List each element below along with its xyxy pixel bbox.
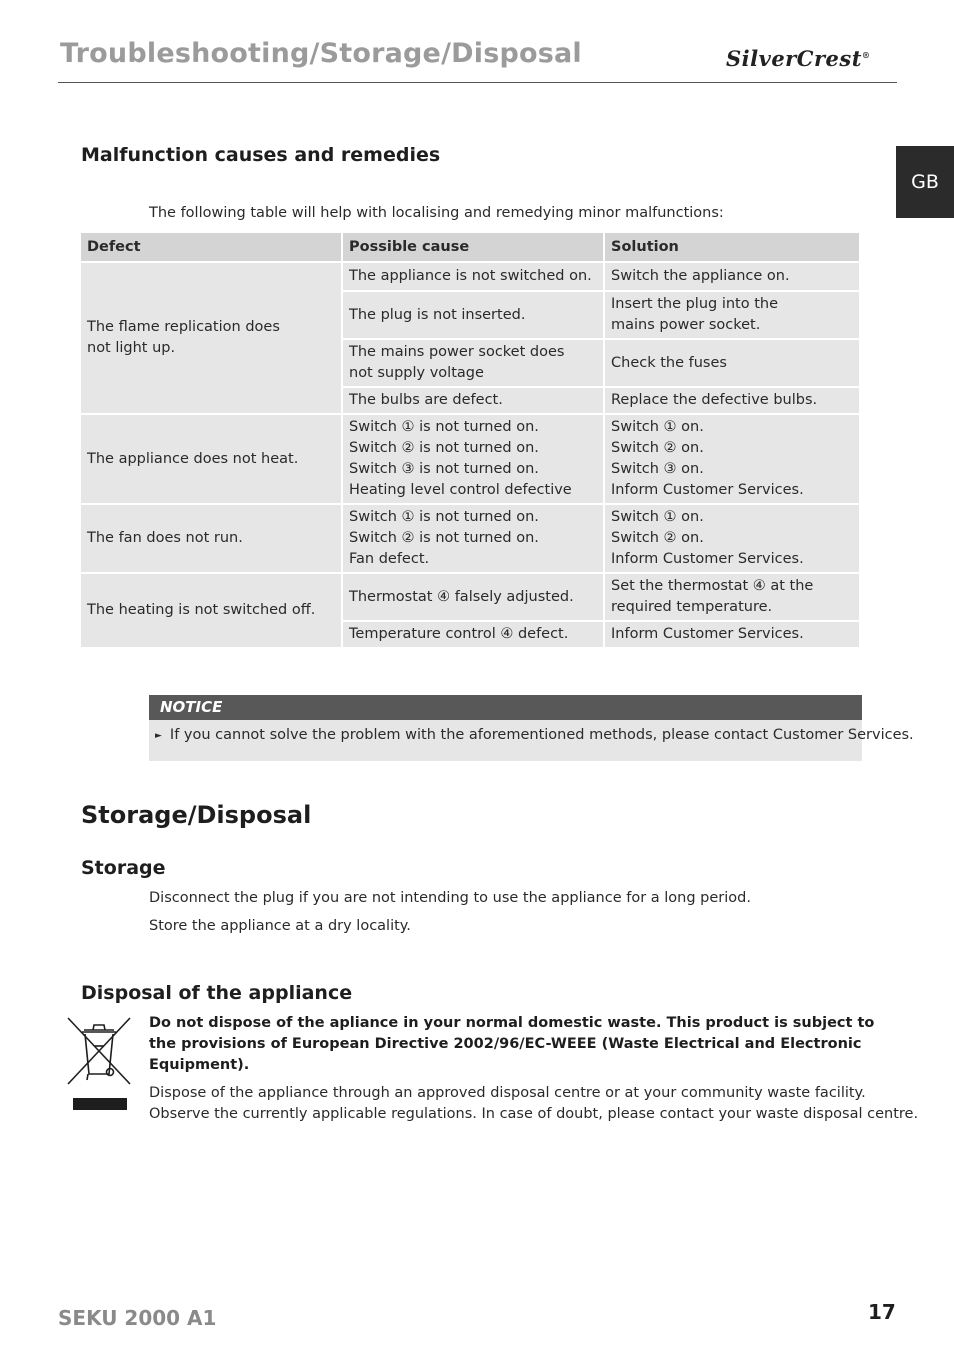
defect-text: not light up. xyxy=(87,340,176,356)
disposal-warning: Do not dispose of the apliance in your normal domestic waste. This product is subject to the provisions of European Directive 2002/96/EC-WEEE (Waste Electrical and Electronic Equipment). xyxy=(149,1015,875,1073)
storage-heading: Storage xyxy=(81,857,166,879)
solution-text: Switch ② on. xyxy=(611,440,704,456)
table-body xyxy=(81,263,859,649)
cause-text: Temperature control ④ defect. xyxy=(349,626,569,642)
disposal-text: Dispose of the appliance through an approved disposal centre or at your community waste facility. xyxy=(149,1085,866,1101)
page-title: Troubleshooting/Storage/Disposal xyxy=(60,38,582,69)
solution-cell xyxy=(605,292,859,340)
header-divider xyxy=(58,82,897,83)
malfunction-heading: Malfunction causes and remedies xyxy=(81,144,441,166)
cause-cell xyxy=(343,505,605,574)
notice-label: NOTICE xyxy=(149,695,862,720)
registered-mark: ® xyxy=(861,50,871,60)
table-row xyxy=(81,574,859,622)
cause-cell xyxy=(343,622,605,649)
table-row xyxy=(81,415,859,505)
cause-text: The mains power socket does xyxy=(349,344,565,360)
defect-text: The heating is not switched off. xyxy=(87,602,316,618)
defect-text: The appliance does not heat. xyxy=(87,450,299,467)
solution-cell xyxy=(605,388,859,415)
cause-text: Fan defect. xyxy=(349,551,430,567)
solution-text: Set the thermostat ④ at the xyxy=(611,578,814,594)
malfunction-table xyxy=(81,233,859,649)
solution-text: mains power socket. xyxy=(611,317,761,333)
defect-text: The fan does not run. xyxy=(87,530,243,546)
solution-text: Switch the appliance on. xyxy=(611,268,790,284)
cause-cell xyxy=(343,574,605,622)
column-header-defect: Defect xyxy=(81,233,343,263)
storage-text: Store the appliance at a dry locality. xyxy=(149,918,411,934)
cause-cell xyxy=(343,340,605,388)
cause-text: The plug is not inserted. xyxy=(349,306,526,323)
defect-cell xyxy=(81,415,343,505)
solution-cell xyxy=(605,263,859,292)
solution-text: Replace the defective bulbs. xyxy=(611,392,818,408)
brand-logo xyxy=(726,46,870,71)
cause-text: Heating level control defective xyxy=(349,482,572,498)
crossed-out-wheelie-bin-icon xyxy=(66,1016,132,1116)
solution-cell xyxy=(605,622,859,649)
defect-cell xyxy=(81,263,343,415)
solution-cell xyxy=(605,415,859,505)
solution-text: Switch ② on. xyxy=(611,530,704,546)
cause-text: Thermostat ④ falsely adjusted. xyxy=(349,588,574,605)
cause-text: Switch ② is not turned on. xyxy=(349,440,539,456)
notice-text: If you cannot solve the problem with the aforementioned methods, please contact Customer Services. xyxy=(169,727,914,743)
table-row xyxy=(81,263,859,292)
notice-body xyxy=(149,720,914,761)
storage-disposal-heading: Storage/Disposal xyxy=(81,801,312,829)
disposal-heading: Disposal of the appliance xyxy=(81,982,353,1004)
cause-text: Switch ① is not turned on. xyxy=(349,419,539,435)
cause-text: Switch ① is not turned on. xyxy=(349,509,539,525)
model-number: SEKU 2000 A1 xyxy=(58,1306,217,1330)
column-header-solution: Solution xyxy=(605,233,859,263)
solution-cell xyxy=(605,505,859,574)
disposal-text: Observe the currently applicable regulations. In case of doubt, please contact your waste disposal centre. xyxy=(149,1106,919,1122)
cause-text: Switch ③ is not turned on. xyxy=(349,461,539,477)
cause-cell xyxy=(343,292,605,340)
solution-text: Insert the plug into the xyxy=(611,296,779,312)
solution-text: Check the fuses xyxy=(611,354,727,371)
cause-text: Switch ② is not turned on. xyxy=(349,530,539,546)
column-header-cause: Possible cause xyxy=(343,233,605,263)
storage-text: Disconnect the plug if you are not intending to use the appliance for a long period. xyxy=(149,890,751,906)
solution-text: Inform Customer Services. xyxy=(611,551,804,567)
defect-cell xyxy=(81,505,343,574)
language-tab: GB xyxy=(896,146,954,218)
defect-text: The flame replication does xyxy=(87,319,280,335)
solution-text: Switch ① on. xyxy=(611,509,704,525)
solution-cell xyxy=(605,340,859,388)
solution-text: Inform Customer Services. xyxy=(611,482,804,498)
solution-cell xyxy=(605,574,859,622)
bullet-icon: ► xyxy=(155,731,162,741)
malfunction-intro: The following table will help with localising and remedying minor malfunctions: xyxy=(149,205,724,221)
cause-text: not supply voltage xyxy=(349,365,484,381)
cause-cell xyxy=(343,415,605,505)
page-number: 17 xyxy=(868,1300,896,1324)
table-header-row xyxy=(81,233,859,263)
solution-text: required temperature. xyxy=(611,599,773,615)
defect-cell xyxy=(81,574,343,649)
cause-text: The appliance is not switched on. xyxy=(349,268,592,284)
solution-text: Switch ③ on. xyxy=(611,461,704,477)
cause-cell xyxy=(343,263,605,292)
table-row xyxy=(81,505,859,574)
solution-text: Inform Customer Services. xyxy=(611,626,804,642)
brand-name: SilverCrest xyxy=(726,46,862,71)
solution-text: Switch ① on. xyxy=(611,419,704,435)
cause-cell xyxy=(343,388,605,415)
cause-text: The bulbs are defect. xyxy=(349,392,503,408)
